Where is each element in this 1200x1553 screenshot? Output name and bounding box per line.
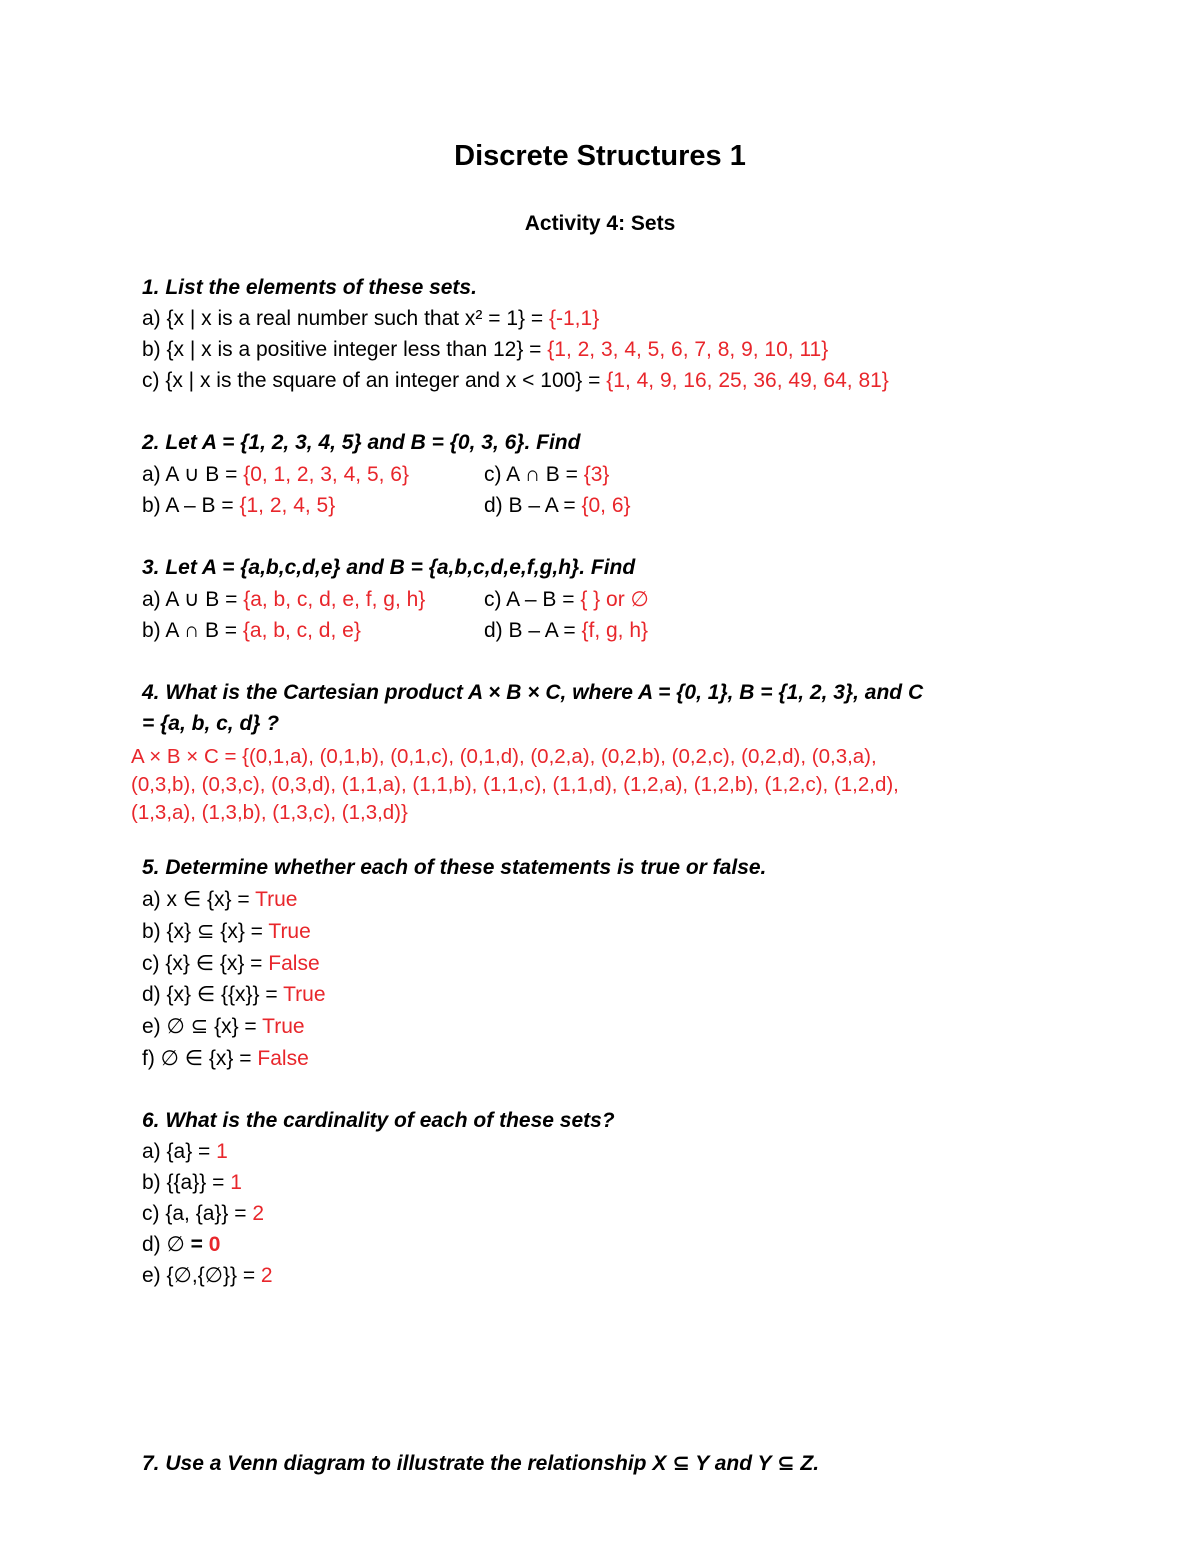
q6-a-answer: 1: [216, 1140, 228, 1163]
q5-item-e: [142, 1013, 305, 1041]
q1-item-c: [142, 367, 889, 395]
q1-a-answer: {-1,1}: [549, 307, 600, 330]
q6-c-answer: 2: [252, 1202, 265, 1225]
q6-a-label: a) {a} =: [142, 1140, 217, 1163]
page-subtitle: Activity 4: Sets: [524, 212, 676, 235]
q3-a-label: a) A ∪ B =: [142, 588, 244, 611]
q3-b-label: b) A ∩ B =: [142, 619, 243, 642]
q1-b-answer: {1, 2, 3, 4, 5, 6, 7, 8, 9, 10, 11}: [547, 338, 829, 361]
q4-answer-line1: A × B × C = {(0,1,a), (0,1,b), (0,1,c), (0,1,d), (0,2,a), (0,2,b), (0,2,c), (0,2,d), (0,3,a),: [131, 745, 877, 768]
q2-item-c: [484, 461, 609, 489]
q3-c-label: c) A – B =: [484, 588, 581, 611]
q5-item-c: [142, 950, 320, 978]
q6-item-d: [142, 1231, 220, 1259]
q5-item-d: [142, 981, 326, 1009]
q6-item-a: [142, 1138, 228, 1166]
q3-item-d: [484, 617, 648, 645]
q5-c-label: c) {x} ∈ {x} =: [142, 952, 269, 975]
q4-heading-line2: = {a, b, c, d} ?: [142, 712, 280, 735]
q2-b-answer: {1, 2, 4, 5}: [239, 494, 336, 517]
q2-a-label: a) A ∪ B =: [142, 463, 244, 486]
q2-item-a: [142, 461, 409, 489]
q1-item-a: [142, 305, 599, 333]
q3-heading: 3. Let A = {a,b,c,d,e} and B = {a,b,c,d,e,f,g,h}. Find: [142, 556, 636, 579]
q5-a-label: a) x ∈ {x} =: [142, 888, 256, 911]
q6-item-c: [142, 1200, 264, 1228]
q5-d-answer: True: [283, 983, 326, 1006]
q3-c-answer: { } or ∅: [580, 588, 649, 611]
q6-b-label: b) {{a}} =: [142, 1171, 231, 1194]
q4-heading-line1: 4. What is the Cartesian product A × B × C, where A = {0, 1}, B = {1, 2, 3}, and C: [142, 681, 924, 704]
q6-e-answer: 2: [260, 1264, 273, 1287]
q6-d-equals: =: [190, 1233, 209, 1256]
q1-c-label: c) {x | x is the square of an integer and x < 100} =: [142, 369, 607, 392]
q2-item-d: [484, 492, 631, 520]
q5-a-answer: True: [255, 888, 298, 911]
q3-item-c: [484, 586, 649, 614]
q3-d-answer: {f, g, h}: [581, 619, 649, 642]
q4-answer-line3: (1,3,a), (1,3,b), (1,3,c), (1,3,d)}: [131, 801, 408, 824]
q6-heading: 6. What is the cardinality of each of these sets?: [142, 1109, 615, 1132]
q2-d-answer: {0, 6}: [581, 494, 631, 517]
q5-e-label: e) ∅ ⊆ {x} =: [142, 1015, 263, 1038]
q1-c-answer: {1, 4, 9, 16, 25, 36, 49, 64, 81}: [606, 369, 889, 392]
q1-heading: 1. List the elements of these sets.: [142, 276, 477, 299]
q4-answer-line2: (0,3,b), (0,3,c), (0,3,d), (1,1,a), (1,1,b), (1,1,c), (1,1,d), (1,2,a), (1,2,b), (1,2,c), (1,2,d),: [131, 773, 899, 796]
q6-d-answer: 0: [208, 1233, 221, 1256]
q3-item-b: [142, 617, 361, 645]
q1-item-b: [142, 336, 828, 364]
q6-c-label: c) {a, {a}} =: [142, 1202, 253, 1225]
q3-a-answer: {a, b, c, d, e, f, g, h}: [243, 588, 426, 611]
q5-heading: 5. Determine whether each of these statements is true or false.: [142, 856, 767, 879]
page-title: Discrete Structures 1: [454, 140, 746, 172]
q6-item-b: [142, 1169, 242, 1197]
q5-item-a: [142, 886, 297, 914]
q5-f-answer: False: [257, 1047, 309, 1070]
q5-b-answer: True: [268, 920, 311, 943]
q5-item-f: [142, 1045, 309, 1073]
q6-d-label: d) ∅: [142, 1233, 191, 1256]
q6-e-label: e) {∅,{∅}} =: [142, 1264, 261, 1287]
q2-a-answer: {0, 1, 2, 3, 4, 5, 6}: [243, 463, 409, 486]
q5-f-label: f) ∅ ∈ {x} =: [142, 1047, 258, 1070]
q2-b-label: b) A – B =: [142, 494, 240, 517]
q1-b-label: b) {x | x is a positive integer less than 12} =: [142, 338, 548, 361]
q5-c-answer: False: [268, 952, 320, 975]
q6-b-answer: 1: [230, 1171, 242, 1194]
q5-item-b: [142, 918, 311, 946]
q2-c-answer: {3}: [583, 463, 610, 486]
q1-a-label: a) {x | x is a real number such that x² = 1} =: [142, 307, 549, 330]
q2-c-label: c) A ∩ B =: [484, 463, 584, 486]
q5-b-label: b) {x} ⊆ {x} =: [142, 920, 269, 943]
q5-e-answer: True: [262, 1015, 305, 1038]
q2-d-label: d) B – A =: [484, 494, 582, 517]
q3-b-answer: {a, b, c, d, e}: [242, 619, 361, 642]
q3-item-a: [142, 586, 425, 614]
q3-d-label: d) B – A =: [484, 619, 582, 642]
q2-heading: 2. Let A = {1, 2, 3, 4, 5} and B = {0, 3, 6}. Find: [142, 431, 581, 454]
q7-heading: 7. Use a Venn diagram to illustrate the relationship X ⊆ Y and Y ⊆ Z.: [142, 1452, 820, 1475]
q6-item-e: [142, 1262, 273, 1290]
q2-item-b: [142, 492, 335, 520]
q5-d-label: d) {x} ∈ {{x}} =: [142, 983, 284, 1006]
